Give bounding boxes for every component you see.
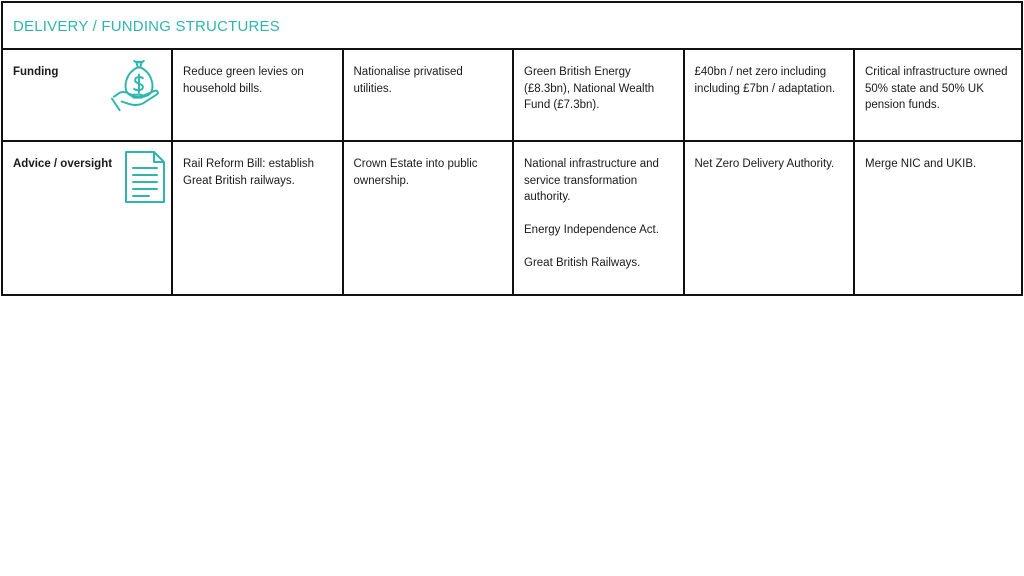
table-cell <box>855 142 1021 296</box>
table-cell <box>344 50 515 140</box>
cell-text: Energy Independence Act. <box>524 224 659 236</box>
cell-text: Crown Estate into public ownership. <box>353 158 478 187</box>
row-header-funding <box>3 50 173 140</box>
table-cell <box>344 142 515 296</box>
money-bag-hand-icon <box>110 58 168 116</box>
cell-text: Great British Railways. <box>524 257 641 269</box>
row-label: Funding <box>13 66 59 78</box>
cell-text: Nationalise privatised utilities. <box>353 66 463 95</box>
table-cell <box>173 50 344 140</box>
table-cell <box>855 50 1021 140</box>
cell-text: Merge NIC and UKIB. <box>865 158 977 170</box>
row-header-advice-oversight <box>3 142 173 296</box>
delivery-funding-table <box>1 1 1023 296</box>
document-icon <box>123 150 167 204</box>
table-cell <box>514 50 685 140</box>
table-title-bar <box>3 3 1021 50</box>
row-label: Advice / oversight <box>13 158 113 170</box>
table-cell <box>685 142 856 296</box>
cell-text: Rail Reform Bill: establish Great British railways. <box>183 158 315 187</box>
cell-text: £40bn / net zero including including £7bn / adaptation. <box>694 66 836 95</box>
cell-text: Green British Energy (£8.3bn), National Wealth Fund (£7.3bn). <box>524 66 655 111</box>
table-cell <box>514 142 685 296</box>
table-row-funding <box>3 50 1021 142</box>
table-title: DELIVERY / FUNDING STRUCTURES <box>13 18 280 35</box>
table-cell <box>173 142 344 296</box>
cell-text: Net Zero Delivery Authority. <box>694 158 835 170</box>
table-row-advice-oversight <box>3 142 1021 296</box>
cell-text: Critical infrastructure owned 50% state and 50% UK pension funds. <box>865 66 1008 111</box>
cell-text: National infrastructure and service transformation authority. <box>524 158 659 203</box>
cell-text: Reduce green levies on household bills. <box>183 66 304 95</box>
table-cell <box>685 50 856 140</box>
